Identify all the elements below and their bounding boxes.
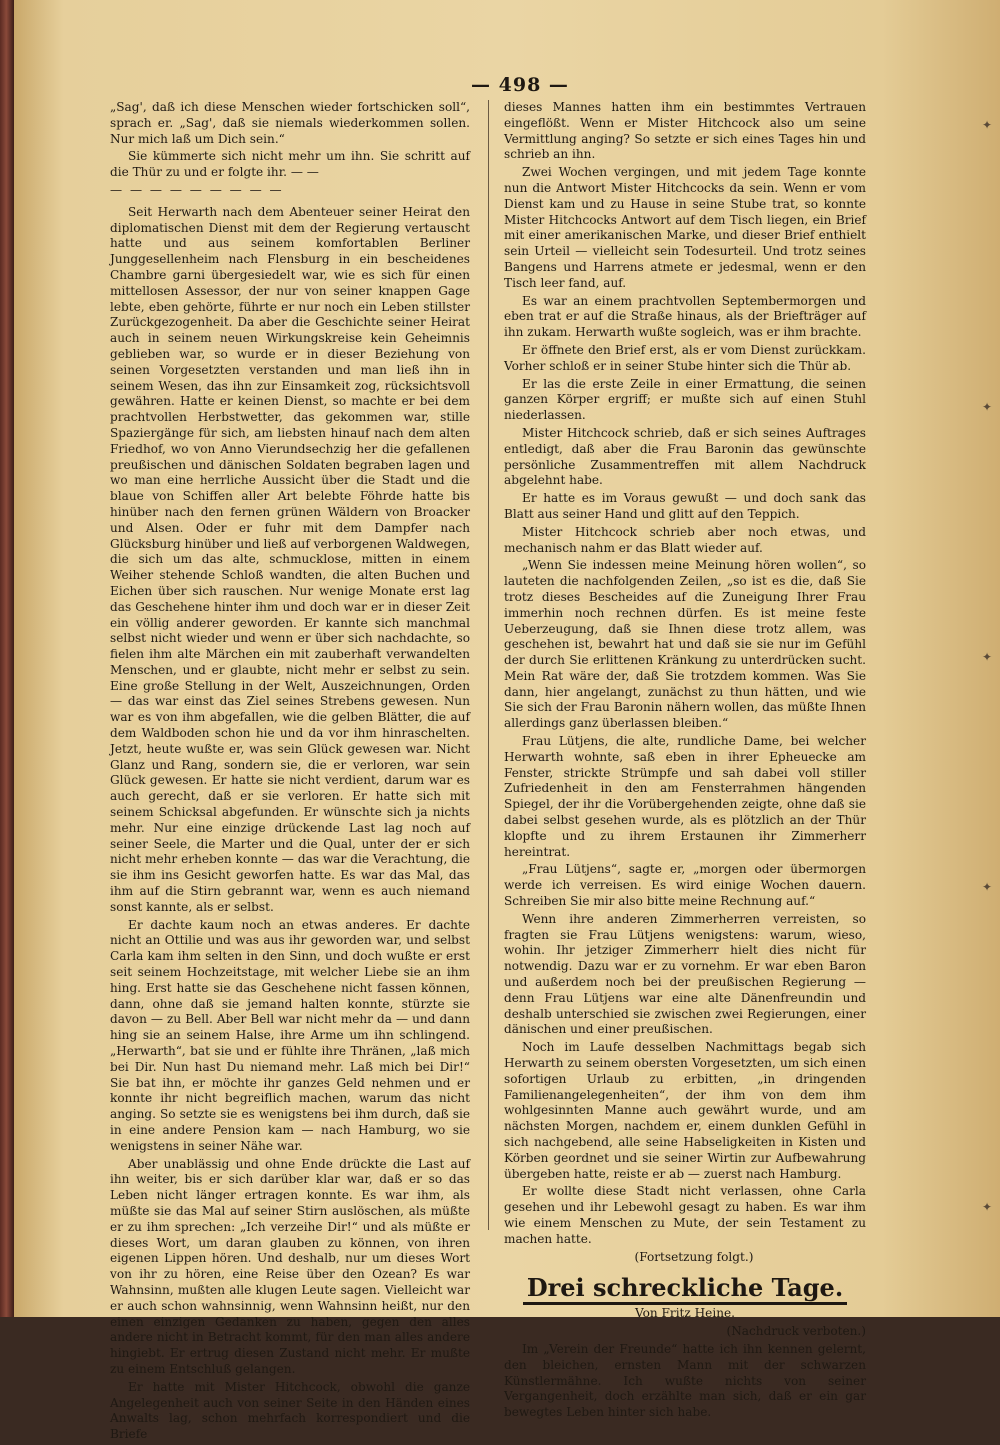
story-author: Von Fritz Heine. — [634, 1306, 735, 1321]
margin-mark-icon: ✦ — [981, 118, 992, 132]
continuation-note: (Fortsetzung folgt.) — [634, 1249, 754, 1264]
story-title-text: Drei schreckliche Tage. — [523, 1273, 847, 1305]
section-separator: — — — — — — — — — — [110, 182, 284, 197]
paragraph: Im „Verein der Freunde“ hatte ich ihn kennen gelernt, den bleichen, ernsten Mann mit der schwarzen Künstlermähne. Ich wußte nichts von seiner Vergangenheit, doch erzählte man sich, daß er ein gar bewegtes Leben hinter sich habe. — [504, 1341, 866, 1420]
paragraph: Er hatte mit Mister Hitchcock, obwohl die ganze Angelegenheit auch von seiner Seite in den Händen eines Anwalts lag, schon mehrfach korrespondiert und die Briefe — [110, 1379, 470, 1442]
paragraph: „Wenn Sie indessen meine Meinung hören wollen“, so lauteten die nachfolgenden Zeilen, „so ist es die, daß Sie trotz dieses Bescheides auf die Zuneigung Ihrer Frau immerhin noch rechnen dürfen. Es ist meine feste Ueberzeugung, daß sie Ihnen diese trotz allem, was geschehen ist, bewahrt hat und daß sie sie nur im Gefühl der durch Sie erlittenen Kränkung zu unterdrücken sucht. Mein Rat wäre der, daß Sie trotzdem kommen. Was Sie dann, hier angelangt, zunächst zu thun hätten, und wie Sie sich der Frau Baronin nähern wollen, das müßte Ihnen allerdings ganz überlassen bleiben.“ — [504, 558, 866, 731]
paragraph: Noch im Laufe desselben Nachmittags begab sich Herwarth zu seinem obersten Vorgesetzten, um sich einen sofortigen Urlaub zu erbitten, „in dringenden Familienangelegenheiten“, der ihm von dem ihm wohlgesinnten Manne auch gewährt wurde, und am nächsten Morgen, nachdem er, einem dunklen Gefühl in sich nachgebend, alle seine Habseligkeiten in Kisten und Körben geordnet und sie seiner Wirtin zur Aufbewahrung übergeben hatte, reiste er ab — zuerst nach Hamburg. — [504, 1040, 866, 1181]
paragraph: Er dachte kaum noch an etwas anderes. Er dachte nicht an Ottilie und was aus ihr geworden war, und selbst Carla kam ihm selten in den Sinn, und doch wußte er erst seit seinem Hochzeitstage, mit welcher Liebe sie an ihm hing. Erst hatte sie das Geschehene nicht fassen können, dann, ohne daß sie jemand halten konnte, stürzte sie davon — zu Bell. Aber Bell war nicht mehr da — und dann hing sie an seinem Halse, ihre Arme um ihn schlingend. „Herwarth“, bat sie und er fühlte ihre Thränen, „laß mich bei Dir. Nun hast Du niemand mehr. Laß mich bei Dir!“ Sie bat ihn, er möchte ihr ganzes Geld nehmen und er konnte ihr nicht begreiflich machen, warum das nicht anging. So setzte sie es wenigstens bei ihm durch, daß sie in eine andere Pension kam — nach Hamburg, wo sie wenigstens in seiner Nähe war. — [110, 917, 470, 1153]
left-column — [110, 100, 470, 1445]
paragraph: Aber unablässig und ohne Ende drückte die Last auf ihn weiter, bis er sich darüber klar war, daß er so das Leben nicht länger ertragen konnte. Es war ihm, als müßte sie das Mal auf seiner Stirn auslöschen, als müßte er zu ihm sprechen: „Ich verzeihe Dir!“ und als müßte er dieses Wort, um daran glauben zu können, von ihren eigenen Lippen hören. Und deshalb, nur um dieses Wort von ihr zu hören, eine Reise über den Ozean? Es war Wahnsinn, mußten alle klugen Leute sagen. Vielleicht war er auch schon wahnsinnig, wenn Wahnsinn heißt, nur den einen einzigen Gedanken zu haben, gegen den alles andere nicht in Betracht kommt, für den man alles andere hingiebt. Er ertrug diesen Zustand nicht mehr. Er mußte zu einem Entschluß gelangen. — [110, 1156, 470, 1376]
paragraph: Seit Herwarth nach dem Abenteuer seiner Heirat den diplomatischen Dienst mit dem der Regierung vertauscht hatte und aus seinem komfortablen Berliner Junggesellenheim nach Flensburg in ein bescheidenes Chambre garni übergesiedelt war, wie es sich für einen mittellosen Assessor, der nur von seiner knappen Gage lebte, eben gehörte, führte er nur noch ein Leben stillster Zurückgezogenheit. Da aber die Geschichte seiner Heirat auch in seinem neuen Wirkungskreise kein Geheimnis geblieben war, so wurde er in dieser Beziehung von seinen Vorgesetzten verstanden und man ließ ihn in seinem Wesen, das ihn zur Einsamkeit zog, rücksichtsvoll gewähren. Hatte er keinen Dienst, so machte er bei dem prachtvollen Herbstwetter, das gekommen war, stille Spaziergänge für sich, am liebsten hinauf nach dem alten Friedhof, wo von Anno Vierundsechzig her die gefallenen preußischen und dänischen Soldaten begraben lagen und wo man eine herrliche Aussicht über die Stadt und die blaue von Schiffen aller Art belebte Föhrde hatte bis hinüber nach den fernen grünen Wäldern von Broacker und Alsen. Oder er fuhr mit dem Dampfer nach Glücksburg hinüber und ließ auf verborgenen Waldwegen, die sich um das alte, schmucklose, mitten in einem Weiher stehende Schloß wandten, die alten Buchen und Eichen über sich rauschen. Nur wenige Monate erst lag das Geschehene hinter ihm und doch war er in dieser Zeit ein völlig anderer geworden. Er kannte sich manchmal selbst nicht wieder und wenn er über sich nachdachte, so fielen ihm alte Märchen ein mit zauberhaft verwandelten Menschen, und er glaubte, nicht mehr er selbst zu sein. Eine große Stellung in der Welt, Auszeichnungen, Orden — das war einst das Ziel seines Strebens gewesen. Nun war es von ihm abgefallen, wie die gelben Blätter, die auf dem Waldboden schon hie und da vor ihm hinraschelten. Jetzt, heute wußte er, was sein Glück gewesen war. Nicht Glanz und Rang, sondern sie, die er verloren, war sein Glück gewesen. Er hatte sie nicht verdient, darum war es auch gerecht, daß er sie verloren. Er hatte sich mit seinem Schicksal abgefunden. Er wünschte sich ja nichts mehr. Nur eine einzige drückende Last lag noch auf seiner Seele, die Marter und die Qual, unter der er sich nicht mehr erheben konnte — das war die Verachtung, die sie ihm ins Gesicht geworfen hatte. Es war das Mal, das ihm auf die Stirn gebrannt war, wenn es auch niemand sonst kannte, als er selbst. — [110, 204, 470, 914]
margin-mark-icon: ✦ — [981, 880, 992, 894]
book-spine — [0, 0, 14, 1317]
column-divider — [488, 100, 489, 1230]
paragraph: „Frau Lütjens“, sagte er, „morgen oder übermorgen werde ich verreisen. Es wird einige Wochen dauern. Schreiben Sie mir also bitte meine Rechnung auf.“ — [504, 862, 866, 909]
right-column — [504, 100, 866, 1423]
paragraph: Frau Lütjens, die alte, rundliche Dame, bei welcher Herwarth wohnte, saß eben in ihrer Epheuecke am Fenster, strickte Strümpfe und sah dabei voll stiller Zufriedenheit in den am Fensterrahmen hängenden Spiegel, der ihr die Vorübergehenden zeigte, ohne daß sie dabei selbst gesehen wurde, als es plötzlich an der Thür klopfte und zu ihrem Erstaunen ihr Zimmerherr hereintrat. — [504, 734, 866, 859]
margin-mark-icon: ✦ — [981, 650, 992, 664]
paragraph: Sie kümmerte sich nicht mehr um ihn. Sie schritt auf die Thür zu und er folgte ihr. — — — [110, 149, 470, 180]
margin-mark-icon: ✦ — [981, 1200, 992, 1214]
story-title — [504, 1273, 866, 1306]
paragraph: Wenn ihre anderen Zimmerherren verreisten, so fragten sie Frau Lütjens wenigstens: warum, wieso, wohin. Ihr jetziger Zimmerherr hielt dies nicht für notwendig. Dazu war er zu vornehm. Er war eben Baron und außerdem noch bei der preußischen Regierung — denn Frau Lütjens war eine alte Dänenfreundin und deshalb unterschied sie zwischen zwei Regierungen, einer dänischen und einer preußischen. — [504, 911, 866, 1037]
paragraph: Er las die erste Zeile in einer Ermattung, die seinen ganzen Körper ergriff; er mußte sich auf einen Stuhl niederlassen. — [504, 376, 866, 423]
paragraph: Es war an einem prachtvollen Septembermorgen und eben trat er auf die Straße hinaus, als der Briefträger auf ihn zukam. Herwarth wußte sogleich, was er ihm brachte. — [504, 293, 866, 340]
newspaper-page — [14, 0, 1000, 1442]
paragraph: Mister Hitchcock schrieb aber noch etwas, und mechanisch nahm er das Blatt wieder auf. — [504, 524, 866, 555]
paragraph: „Sag', daß ich diese Menschen wieder fortschicken soll“, sprach er. „Sag', daß sie niemals wiederkommen sollen. Nur mich laß um Dich sein.“ — [110, 100, 470, 146]
paragraph: Er hatte es im Voraus gewußt — und doch sank das Blatt aus seiner Hand und glitt auf den Teppich. — [504, 491, 866, 521]
paragraph: Zwei Wochen vergingen, und mit jedem Tage konnte nun die Antwort Mister Hitchcocks da sein. Wenn er vom Dienst kam und zu Hause in seine Stube trat, so konnte Mister Hitchcocks Antwort auf dem Tisch liegen, ein Brief mit einer amerikanischen Marke, und dieser Brief enthielt sein Urteil — vielleicht sein Todesurteil. Und trotz seines Bangens und Harrens atmete er jedesmal, wenn er den Tisch leer fand, auf. — [504, 165, 866, 290]
paragraph: dieses Mannes hatten ihm ein bestimmtes Vertrauen eingeflößt. Wenn er Mister Hitchcock also um seine Vermittlung anging? So setzte er sich eines Tages hin und schrieb an ihn. — [504, 100, 866, 162]
page-number: — 498 — — [471, 74, 569, 96]
paragraph: Er wollte diese Stadt nicht verlassen, ohne Carla gesehen und ihr Lebewohl gesagt zu haben. Es war ihm wie einem Menschen zu Mute, der sein Testament zu machen hatte. — [504, 1184, 866, 1246]
reprint-note: (Nachdruck verboten.) — [726, 1324, 866, 1339]
paragraph: Mister Hitchcock schrieb, daß er sich seines Auftrages entledigt, daß aber die Frau Baronin das gewünschte persönliche Zusammentreffen mit allem Nachdruck abgelehnt habe. — [504, 425, 866, 488]
paragraph: Er öffnete den Brief erst, als er vom Dienst zurückkam. Vorher schloß er in seiner Stube hinter sich die Thür ab. — [504, 342, 866, 373]
margin-mark-icon: ✦ — [981, 400, 992, 414]
